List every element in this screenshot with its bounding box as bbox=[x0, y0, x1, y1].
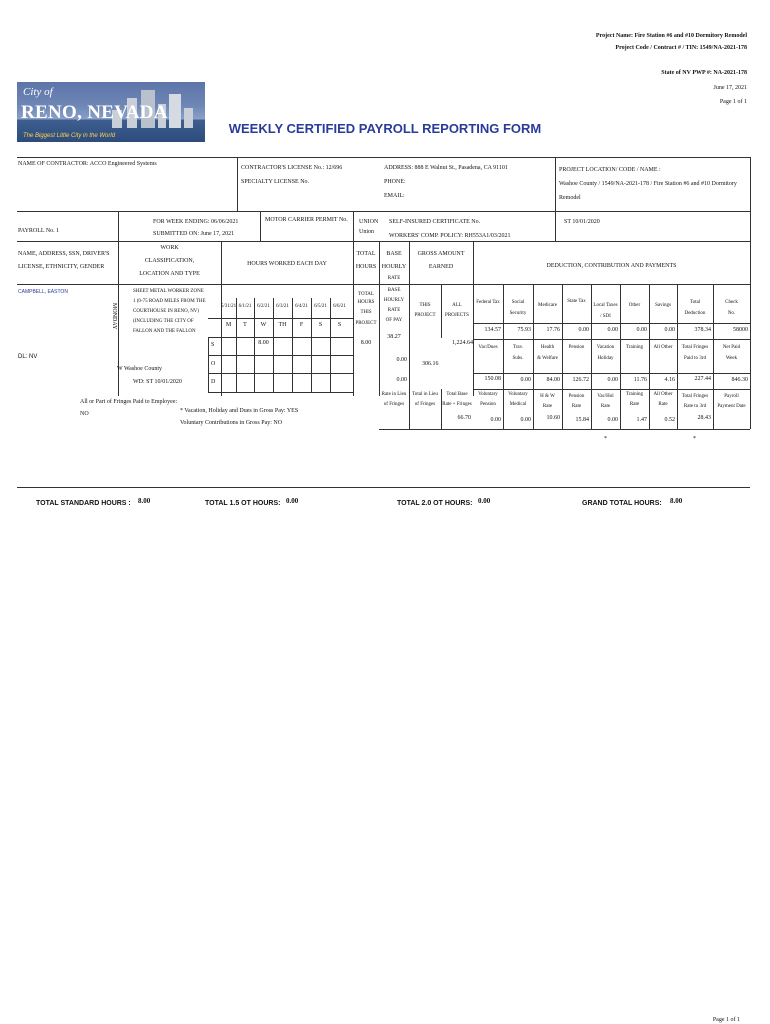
row-label-o: O bbox=[211, 361, 216, 367]
brp-1: BASE bbox=[387, 288, 401, 293]
gross-all-projects: 1,224.64 bbox=[452, 340, 473, 346]
footer-page-number: Page 1 of 1 bbox=[712, 1017, 740, 1023]
day-letter-4: TH bbox=[278, 322, 287, 328]
s-hours-monday: 8.00 bbox=[258, 340, 269, 346]
contractor-name: NAME OF CONTRACTOR: ACCO Engineered Systems bbox=[18, 161, 157, 167]
base-rate-header-1: BASE bbox=[386, 251, 402, 257]
r2-label-pension: Pension bbox=[568, 345, 585, 350]
ded-label-social-1: Social bbox=[511, 300, 525, 305]
ded-val-other: 0.00 bbox=[636, 327, 647, 333]
employee-vertical-label: MONDAY bbox=[111, 303, 117, 330]
ded-label-state-tax: State Tax bbox=[567, 299, 586, 304]
state-pwp: State of NV PWP #: NA-2021-178 bbox=[661, 70, 747, 76]
total-standard-hours-label: TOTAL STANDARD HOURS : bbox=[36, 500, 131, 507]
ded-val-federal-tax: 134.57 bbox=[484, 327, 501, 333]
grand-total-value: 8.00 bbox=[670, 497, 683, 505]
workers-comp-policy: WORKERS' COMP. POLICY: RH553A1/03/2021 bbox=[389, 233, 511, 239]
contractor-address: ADDRESS: 888 E Walnut St., Pasadena, CA 91101 bbox=[384, 165, 508, 171]
r2-label-total-fringes-2: Paid to 3rd bbox=[684, 356, 706, 361]
ded-val-check: 58000 bbox=[733, 327, 748, 333]
r3-label-hw-2: Rate bbox=[542, 404, 553, 409]
classification-line-4: (INCLUDING THE CITY OF bbox=[133, 319, 194, 324]
gross-header-2: EARNED bbox=[428, 264, 454, 270]
page-number: Page 1 of 1 bbox=[719, 99, 747, 105]
work-header-2: CLASSIFICATION, bbox=[144, 258, 195, 264]
vacation-note: * Vacation, Holiday and Dues in Gross Pay: YES bbox=[180, 408, 299, 414]
o-total-hours: 0.00 bbox=[396, 357, 407, 363]
ded-label-medicare: Medicare bbox=[538, 303, 557, 308]
r3-label-payroll-date-1: Payroll bbox=[724, 394, 739, 399]
this-project-1: THIS bbox=[419, 303, 431, 308]
ded-val-local: 0.00 bbox=[607, 327, 618, 333]
brp-3: RATE bbox=[387, 308, 401, 313]
r3-val-hw: 10.60 bbox=[546, 415, 560, 421]
r3-label-training-1: Training bbox=[625, 392, 644, 397]
hours-each-day-header: HOURS WORKED EACH DAY bbox=[247, 261, 327, 267]
star-mark-1: * bbox=[604, 436, 607, 442]
project-location-value: Washoe County / 1549/NA-2021-178 / Fire Station #6 and #10 Dormitory bbox=[559, 181, 737, 187]
r2-label-trav-2: Subs. bbox=[512, 356, 524, 361]
s-total-hours: 8.00 bbox=[360, 340, 372, 346]
classification-line-2: 1 (0-75 ROAD MILES FROM THE bbox=[133, 299, 206, 304]
row-label-d: D bbox=[211, 379, 216, 385]
logo-city-of: City of bbox=[23, 86, 53, 98]
total-hours-header-2: HOURS bbox=[355, 264, 377, 270]
total-15-ot-label: TOTAL 1.5 OT HOURS: bbox=[205, 500, 281, 507]
ded-label-local-2: / SDI bbox=[600, 314, 611, 319]
day-date-5: 6/4/21 bbox=[295, 304, 308, 309]
motor-carrier-permit: MOTOR CARRIER PERMIT No. bbox=[265, 217, 348, 223]
r2-label-vacation-2: Holiday bbox=[597, 356, 614, 361]
ded-label-total-2: Deduction bbox=[684, 311, 706, 316]
name-column-header-1: NAME, ADDRESS, SSN, DRIVER'S bbox=[18, 251, 110, 257]
employee-county: Washoe County bbox=[124, 366, 163, 372]
total-15-ot-value: 0.00 bbox=[286, 497, 299, 505]
day-date-6: 6/5/21 bbox=[314, 304, 327, 309]
work-header-1: WORK bbox=[160, 245, 179, 251]
r3-val-total-base: 66.70 bbox=[457, 415, 471, 421]
project-location-remodel: Remodel bbox=[559, 195, 581, 201]
project-location-label: PROJECT LOCATION/ CODE / NAME : bbox=[559, 167, 661, 173]
r2-val-training: 11.76 bbox=[633, 377, 647, 383]
r3-label-vachol-1: Vac/Hol bbox=[597, 394, 614, 399]
ded-val-state-tax: 0.00 bbox=[578, 327, 589, 333]
ded-val-savings: 0.00 bbox=[664, 327, 675, 333]
thp-1: TOTAL bbox=[358, 292, 374, 297]
total-standard-hours-value: 8.00 bbox=[138, 497, 151, 505]
base-rate-header-3: RATE bbox=[387, 276, 401, 281]
day-date-4: 6/3/21 bbox=[276, 304, 289, 309]
r3-label-vol-medical-1: Voluntary bbox=[508, 392, 528, 397]
r3-label-allother-1: All Other bbox=[653, 392, 673, 397]
day-letter-2: T bbox=[243, 322, 247, 328]
contractor-email: EMAIL: bbox=[384, 193, 405, 199]
deductions-header: DEDUCTION, CONTRIBUTION AND PAYMENTS bbox=[546, 263, 677, 269]
ded-val-medicare: 17.76 bbox=[546, 327, 560, 333]
r3-label-fringes3rd-1: Total Fringes bbox=[681, 394, 709, 399]
r3-label-pension-2: Rate bbox=[571, 404, 582, 409]
day-letter-1: M bbox=[225, 322, 232, 328]
r2-val-health: 84.00 bbox=[546, 377, 560, 383]
week-ending: FOR WEEK ENDING: 06/06/2021 bbox=[153, 219, 239, 225]
brp-4: OF PAY bbox=[385, 318, 403, 323]
r3-label-vol-pension-1: Voluntary bbox=[478, 392, 498, 397]
employee-wd: WD: ST 10/01/2020 bbox=[133, 379, 182, 385]
project-code: Project Code / Contract # / TIN: 1549/NA-2021-178 bbox=[615, 45, 747, 51]
classification-line-5: FALLON AND THE FALLON bbox=[133, 329, 196, 334]
row-label-s: S bbox=[211, 342, 215, 348]
union-label: UNION bbox=[359, 219, 379, 225]
classification-line-1: SHEET METAL WORKER ZONE bbox=[133, 289, 204, 294]
classification-line-3: COURTHOUSE IN RENO, NV) bbox=[133, 309, 200, 314]
ded-label-other: Other bbox=[628, 303, 641, 308]
gross-this-project: 306.16 bbox=[422, 361, 439, 367]
employee-name: CAMPBELL, EASTON bbox=[18, 289, 68, 295]
r2-val-all-other: 4.16 bbox=[664, 377, 675, 383]
this-project-2: PROJECT bbox=[414, 313, 436, 318]
r3-val-pension: 15.84 bbox=[575, 417, 589, 423]
day-date-3: 6/2/21 bbox=[257, 304, 270, 309]
day-date-1: 5/31/21 bbox=[220, 304, 237, 309]
r3-label-total-base-2: Rate + Fringes bbox=[442, 402, 472, 407]
logo-tagline: The Biggest Little City in the World bbox=[23, 133, 116, 139]
r3-label-fringes3rd-2: Rate to 3rd bbox=[683, 404, 707, 409]
thp-3: THIS bbox=[360, 310, 372, 315]
specialty-license: SPECIALTY LICENSE No. bbox=[241, 179, 310, 185]
r3-label-allother-2: Rate bbox=[658, 402, 668, 407]
r3-val-vol-pension: 0.00 bbox=[490, 417, 501, 423]
brp-2: HOURLY bbox=[383, 298, 405, 303]
r3-val-vol-medical: 0.00 bbox=[520, 417, 531, 423]
r2-val-pension: 126.72 bbox=[572, 377, 589, 383]
self-insured-certificate: SELF-INSURED CERTIFICATE No. bbox=[389, 219, 481, 225]
gross-header-1: GROSS AMOUNT bbox=[417, 251, 465, 257]
star-mark-2: * bbox=[693, 436, 696, 442]
total-hours-header-1: TOTAL bbox=[356, 251, 376, 257]
r2-val-trav: 0.00 bbox=[520, 377, 531, 383]
r2-label-health-2: & Welfare bbox=[537, 356, 558, 361]
r2-label-net-paid-2: Week bbox=[725, 356, 738, 361]
r3-val-fringes3rd: 28.43 bbox=[697, 415, 711, 421]
form-title: WEEKLY CERTIFIED PAYROLL REPORTING FORM bbox=[228, 121, 542, 136]
day-letter-3: W bbox=[260, 322, 267, 328]
st-code: ST 10/01/2020 bbox=[564, 219, 600, 225]
ded-label-social-2: Security bbox=[509, 311, 527, 316]
r2-label-trav-1: Trav. bbox=[512, 345, 524, 350]
voluntary-note: Voluntary Contributions in Gross Pay: NO bbox=[180, 420, 283, 426]
ded-label-savings: Savings bbox=[655, 303, 671, 308]
r3-label-vachol-2: Rate bbox=[600, 404, 611, 409]
ded-label-check-2: No. bbox=[727, 311, 736, 316]
ded-label-total-1: Total bbox=[689, 300, 701, 305]
r2-label-all-other: All Other bbox=[653, 345, 673, 350]
total-20-ot-value: 0.00 bbox=[478, 497, 491, 505]
r2-label-net-paid-1: Net Paid bbox=[722, 345, 741, 350]
work-header-3: LOCATION AND TYPE bbox=[139, 271, 200, 277]
contractor-license: CONTRACTOR'S LICENSE No.: 12/696 bbox=[241, 165, 343, 171]
r3-label-vol-pension-2: Pension bbox=[480, 402, 496, 407]
r3-label-total-lieu-2: of Fringes bbox=[414, 402, 436, 407]
r3-label-total-lieu-1: Total in Lieu bbox=[412, 392, 438, 397]
ded-val-social: 75.93 bbox=[517, 327, 531, 333]
all-projects-1: ALL bbox=[452, 303, 462, 308]
day-date-2: 6/1/21 bbox=[238, 304, 252, 309]
total-20-ot-label: TOTAL 2.0 OT HOURS: bbox=[397, 500, 473, 507]
ded-label-local-1: Local Taxes bbox=[593, 303, 618, 308]
thp-4: PROJECT bbox=[355, 321, 377, 326]
r2-val-vacation: 0.00 bbox=[607, 377, 618, 383]
r3-label-rate-lieu-2: of Fringes bbox=[383, 402, 405, 407]
base-rate-value: 38.27 bbox=[387, 334, 401, 340]
contractor-phone: PHONE: bbox=[384, 179, 406, 185]
r2-val-total-fringes: 227.44 bbox=[694, 376, 711, 382]
submitted-on: SUBMITTED ON: June 17, 2021 bbox=[153, 231, 235, 237]
r3-val-allother: 0.52 bbox=[664, 417, 675, 423]
r2-label-vacation-1: Vacation bbox=[596, 345, 615, 350]
r3-label-training-2: Rate bbox=[629, 402, 640, 407]
union-value: Union bbox=[359, 229, 374, 235]
r2-val-net-paid: 846.30 bbox=[731, 377, 748, 383]
r2-label-health-1: Health bbox=[540, 345, 555, 350]
r2-val-vac-dues: 150.08 bbox=[484, 376, 501, 382]
r3-label-pension-1: Pension bbox=[568, 394, 585, 399]
fringes-paid-label: All or Part of Fringes Paid to Employee: bbox=[80, 399, 178, 405]
r3-label-vol-medical-2: Medical bbox=[509, 402, 527, 407]
r3-val-training: 1.47 bbox=[636, 417, 647, 423]
r3-label-total-base-1: Total Base bbox=[446, 392, 468, 397]
r3-val-vachol: 0.00 bbox=[607, 417, 618, 423]
r2-label-total-fringes-1: Total Fringes bbox=[681, 345, 709, 350]
r3-label-payroll-date-2: Payment Date bbox=[717, 404, 746, 409]
day-letter-6: S bbox=[318, 322, 323, 328]
ded-label-check-1: Check bbox=[725, 300, 738, 305]
day-letter-5: F bbox=[299, 322, 304, 328]
grand-total-label: GRAND TOTAL HOURS: bbox=[582, 500, 662, 507]
r3-label-hw-1: H & W bbox=[540, 394, 555, 399]
r2-label-vac-dues: Vac/Dues bbox=[478, 345, 498, 350]
day-letter-7: S bbox=[337, 322, 342, 328]
base-rate-header-2: HOURLY bbox=[381, 264, 407, 270]
name-column-header-2: LICENSE, ETHNICITY, GENDER bbox=[18, 264, 105, 270]
r2-label-training: Training bbox=[625, 345, 644, 350]
ded-val-total: 378.34 bbox=[694, 327, 711, 333]
d-total-hours: 0.00 bbox=[396, 377, 407, 383]
employee-dl: DL: NV bbox=[18, 354, 38, 360]
project-name: Project Name: Fire Station #6 and #10 Dormitory Remodel bbox=[595, 33, 747, 39]
all-projects-2: PROJECTS bbox=[445, 313, 469, 318]
fringes-paid-value: NO bbox=[80, 411, 89, 417]
thp-2: HOURS bbox=[357, 300, 375, 305]
report-date: June 17, 2021 bbox=[713, 85, 747, 91]
employee-ethnicity-code: W bbox=[117, 366, 123, 372]
ded-label-federal-tax: Federal Tax bbox=[476, 300, 500, 305]
payroll-number: PAYROLL No. 1 bbox=[18, 228, 60, 234]
day-date-7: 6/6/21 bbox=[333, 304, 346, 309]
r3-label-rate-lieu-1: Rate in Lieu bbox=[381, 392, 407, 397]
logo-city-name: RENO, NEVADA bbox=[21, 102, 168, 123]
